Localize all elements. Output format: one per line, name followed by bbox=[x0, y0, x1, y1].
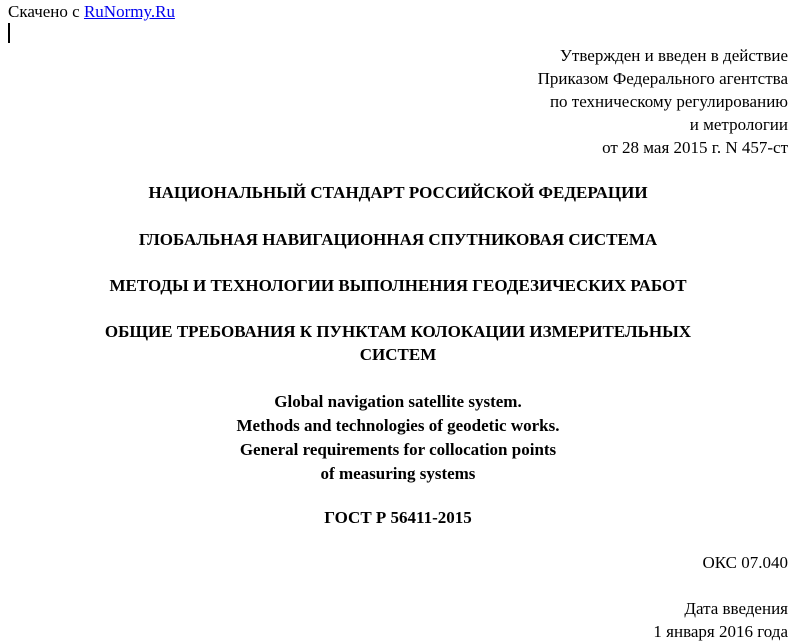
english-title-line: Methods and technologies of geodetic works. bbox=[236, 416, 560, 435]
english-title-line: Global navigation satellite system. bbox=[274, 392, 522, 411]
approval-line: Утвержден и введен в действие bbox=[559, 46, 788, 65]
english-title-line: General requirements for collocation points bbox=[239, 440, 557, 459]
download-prefix: Скачено с bbox=[8, 2, 80, 21]
download-source-line bbox=[8, 0, 175, 23]
approval-line: от 28 мая 2015 г. N 457-ст bbox=[602, 138, 788, 157]
methods-heading: МЕТОДЫ И ТЕХНОЛОГИИ ВЫПОЛНЕНИЯ ГЕОДЕЗИЧЕСКИХ РАБОТ bbox=[109, 276, 687, 295]
requirements-heading-line: СИСТЕМ bbox=[359, 345, 437, 364]
english-title-block bbox=[0, 390, 790, 486]
introduction-date: 1 января 2016 года bbox=[653, 622, 788, 641]
english-title-line: of measuring systems bbox=[320, 464, 476, 483]
requirements-heading-line: ОБЩИЕ ТРЕБОВАНИЯ К ПУНКТАМ КОЛОКАЦИИ ИЗМЕРИТЕЛЬНЫХ bbox=[104, 322, 692, 341]
approval-line: по техническому регулированию bbox=[549, 92, 788, 111]
text-cursor bbox=[8, 23, 10, 43]
system-heading: ГЛОБАЛЬНАЯ НАВИГАЦИОННАЯ СПУТНИКОВАЯ СИСТЕМА bbox=[138, 230, 658, 249]
approval-block bbox=[538, 44, 788, 159]
standard-type-heading: НАЦИОНАЛЬНЫЙ СТАНДАРТ РОССИЙСКОЙ ФЕДЕРАЦИИ bbox=[148, 183, 648, 202]
introduction-date-block bbox=[653, 597, 788, 643]
runormy-link[interactable]: RuNormy.Ru bbox=[83, 2, 175, 21]
approval-line: Приказом Федерального агентства bbox=[537, 69, 788, 88]
requirements-heading bbox=[0, 320, 790, 366]
introduction-label: Дата введения bbox=[684, 599, 788, 618]
standard-designation: ГОСТ Р 56411-2015 bbox=[324, 508, 472, 527]
oks-code: ОКС 07.040 bbox=[702, 553, 788, 572]
approval-line: и метрологии bbox=[689, 115, 788, 134]
